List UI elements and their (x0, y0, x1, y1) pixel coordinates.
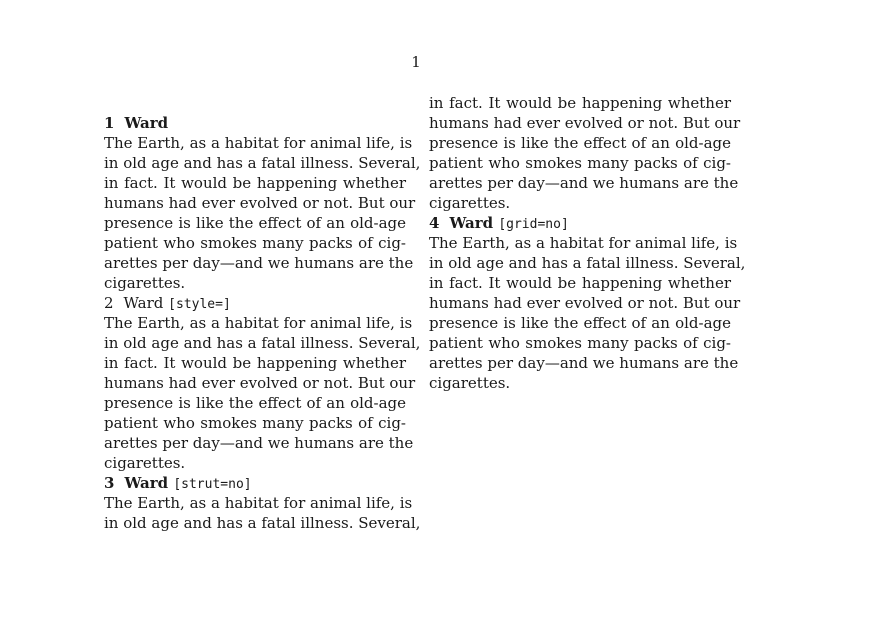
section-option: [strut=no] (173, 477, 252, 492)
section-number: 1 (104, 114, 115, 132)
text-line: in old age and has a fatal illness. Several, (429, 254, 746, 272)
text-line: humans had ever evolved or not. But our (104, 374, 416, 392)
right-column (429, 93, 746, 393)
section-title: Ward (124, 474, 169, 492)
text-line: in fact. It would be happening whether (104, 174, 406, 192)
section-number: 3 (104, 474, 115, 492)
text-line: in old age and has a fatal illness. Several, (104, 154, 421, 172)
section-2-heading (104, 293, 406, 313)
section-title: Ward (449, 214, 494, 232)
text-line: patient who smokes many packs of cig- (429, 334, 731, 352)
section-option: [style=] (168, 297, 231, 312)
text-line: cigarettes. (429, 374, 511, 392)
section-option: [grid=no] (498, 217, 569, 232)
page-number: 1 (411, 53, 421, 71)
section-number: 4 (429, 214, 440, 232)
section-4-heading (429, 213, 731, 233)
text-line: presence is like the effect of an old-age (104, 214, 406, 232)
text-line: cigarettes. (104, 274, 186, 292)
text-line: presence is like the effect of an old-age (429, 314, 731, 332)
text-line: patient who smokes many packs of cig- (429, 154, 731, 172)
text-line: patient who smokes many packs of cig- (104, 234, 406, 252)
text-line: The Earth, as a habitat for animal life, is (104, 494, 413, 512)
left-column (104, 113, 421, 533)
text-line: presence is like the effect of an old-age (104, 394, 406, 412)
text-line: arettes per day—and we humans are the (429, 174, 739, 192)
text-line: in old age and has a fatal illness. Several, (104, 334, 421, 352)
text-line: in fact. It would be happening whether (104, 354, 406, 372)
section-3-heading (104, 473, 406, 493)
text-line: arettes per day—and we humans are the (104, 434, 414, 452)
section-title: Ward (124, 114, 169, 132)
text-line: The Earth, as a habitat for animal life, is (104, 134, 413, 152)
text-line: humans had ever evolved or not. But our (104, 194, 416, 212)
text-line: patient who smokes many packs of cig- (104, 414, 406, 432)
text-line: in fact. It would be happening whether (429, 94, 731, 112)
text-line: The Earth, as a habitat for animal life, is (104, 314, 413, 332)
text-line: in old age and has a fatal illness. Several, (104, 514, 421, 532)
text-line: cigarettes. (104, 454, 186, 472)
text-line: cigarettes. (429, 194, 511, 212)
text-line: humans had ever evolved or not. But our (429, 294, 741, 312)
text-line: humans had ever evolved or not. But our (429, 114, 741, 132)
text-line: arettes per day—and we humans are the (104, 254, 414, 272)
text-line: arettes per day—and we humans are the (429, 354, 739, 372)
section-1-heading (104, 113, 406, 133)
section-title: Ward (123, 294, 164, 312)
text-line: The Earth, as a habitat for animal life, is (429, 234, 738, 252)
text-line: presence is like the effect of an old-age (429, 134, 731, 152)
text-line: in fact. It would be happening whether (429, 274, 731, 292)
section-number: 2 (104, 294, 114, 312)
